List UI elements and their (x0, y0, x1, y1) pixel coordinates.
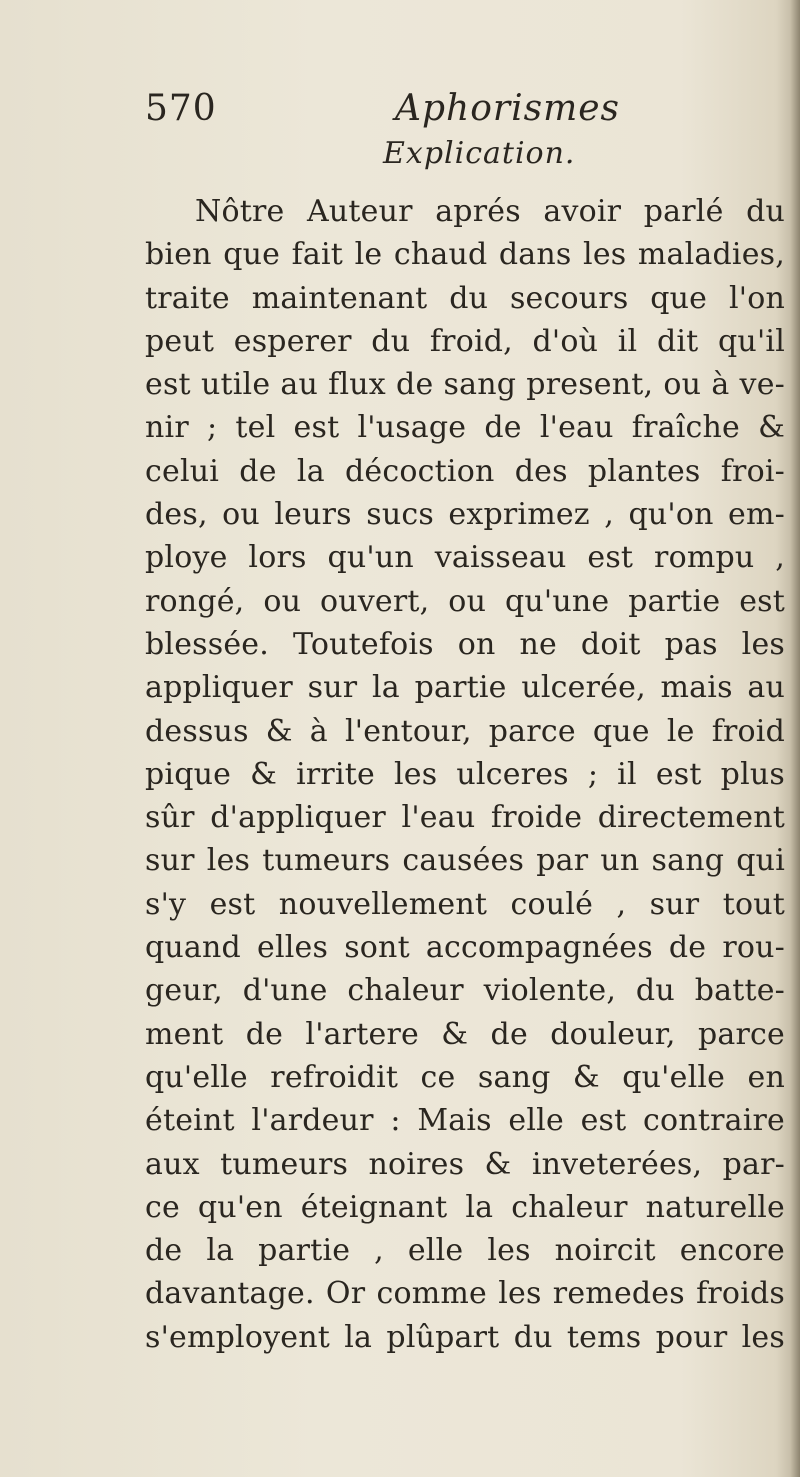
text-line: ce qu'en éteignant la chaleur naturelle (145, 1189, 785, 1225)
text-line: qu'elle refroidit ce sang & qu'elle en (145, 1059, 785, 1095)
text-line: ment de l'artere & de douleur, parce (145, 1016, 785, 1052)
text-line: traite maintenant du secours que l'on (145, 280, 785, 316)
text-line: s'employent la plûpart du tems pour les (145, 1319, 785, 1355)
text-line: davantage. Or comme les remedes froids (145, 1276, 785, 1312)
text-line: peut esperer du froid, d'où il dit qu'il (145, 323, 785, 359)
text-line: rongé, ou ouvert, ou qu'une partie est (145, 583, 785, 619)
text-line: sur les tumeurs causées par un sang qui (145, 843, 785, 879)
text-line: geur, d'une chaleur violente, du batte- (145, 973, 785, 1009)
text-line: nir ; tel est l'usage de l'eau fraîche & (145, 410, 785, 446)
text-line: de la partie , elle les noircit encore (145, 1233, 785, 1269)
page-number: 570 (145, 88, 217, 129)
running-title: Aphorismes (395, 88, 621, 129)
text-line: sûr d'appliquer l'eau froide directement (145, 800, 785, 836)
text-line: Nôtre Auteur aprés avoir parlé du (195, 194, 785, 229)
text-line: quand elles sont accompagnées de rou- (145, 930, 785, 966)
text-line: aux tumeurs noires & inveterées, par- (145, 1146, 785, 1182)
text-line: celui de la décoction des plantes froi- (145, 453, 785, 489)
text-line: blessée. Toutefois on ne doit pas les (145, 626, 785, 662)
text-line: des, ou leurs sucs exprimez , qu'on em- (145, 497, 785, 533)
body-text (145, 190, 785, 1359)
page-edge (790, 0, 800, 1477)
text-line: s'y est nouvellement coulé , sur tout (145, 886, 785, 922)
text-line: éteint l'ardeur : Mais elle est contraire (145, 1103, 785, 1139)
text-line: dessus & à l'entour, parce que le froid (145, 713, 785, 749)
text-line: appliquer sur la partie ulcerée, mais au (145, 670, 785, 706)
text-line: ploye lors qu'un vaisseau est rompu , (145, 540, 785, 576)
text-line: pique & irrite les ulceres ; il est plus (145, 756, 785, 792)
text-line: bien que fait le chaud dans les maladies, (145, 237, 785, 273)
section-title: Explication. (383, 136, 576, 171)
text-line: est utile au flux de sang present, ou à ve- (145, 367, 785, 403)
